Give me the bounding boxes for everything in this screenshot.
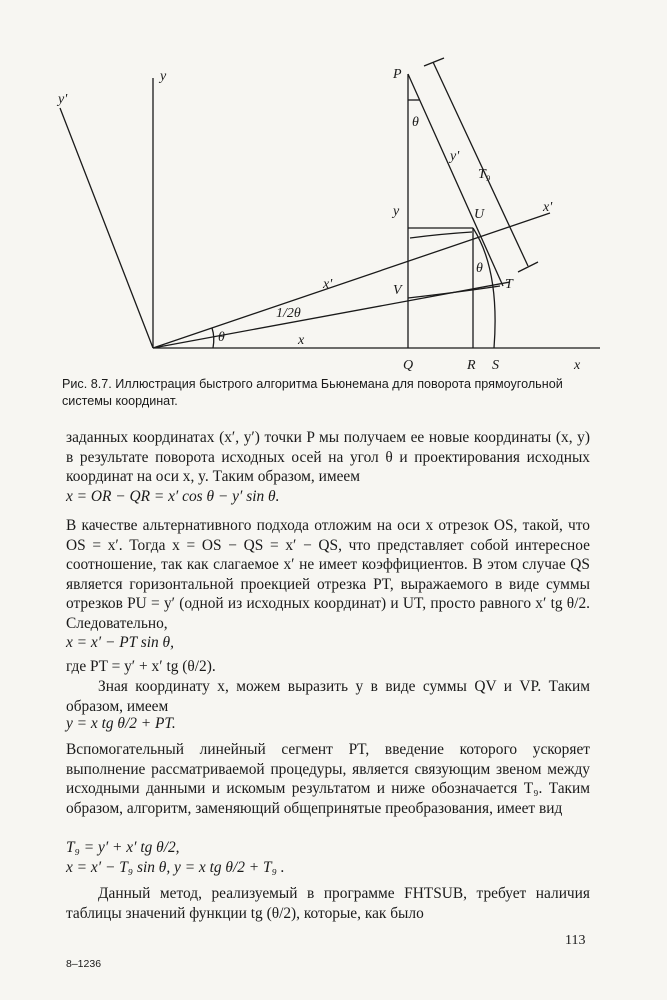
arc-near-v: [408, 286, 500, 298]
label-theta-top: θ: [412, 115, 419, 130]
formula-5: x = x′ − T₉ sin θ, y = x tg θ/2 + T₉ .: [66, 859, 285, 876]
label-y-prime-axis: y': [58, 92, 68, 107]
label-Q: Q: [403, 358, 414, 372]
label-theta-origin: θ: [218, 330, 225, 345]
paragraph-2: В качестве альтернативного подхода отложим на оси x отрезок OS, такой, что OS = x′. Тогда x = OS − QS = x′ − QS, что представляет собой интересное соотношение, так как слагаемое x′ не имеет коэффициентов. В этом случае QS является горизонтальной проекцией отрезка PT, выражаемого в виде суммы отрезков PU = y′ (одной из исходных координат) и UT, просто равного x′ tg θ/2. Следовательно,: [66, 517, 590, 632]
paragraph-6: Данный метод, реализуемый в программе FHTSUB, требует наличия таблицы значений функции tg (θ/2), которые, как было: [66, 885, 590, 922]
rotation-diagram: [0, 0, 667, 372]
label-x-seg: x: [298, 333, 305, 348]
label-y-level: y: [393, 204, 400, 219]
label-V: V: [393, 283, 402, 298]
figure-caption: Рис. 8.7. Иллюстрация быстрого алгоритма Бьюнемана для поворота прямоугольной системы координат.: [62, 377, 563, 408]
footer-code: 8–1236: [66, 958, 102, 970]
paragraph-3: где PT = y′ + x′ tg (θ/2).: [66, 658, 216, 675]
paragraph-1: заданных координатах (x′, y′) точки P мы получаем ее новые координаты (x, y) в результате поворота исходных осей на угол θ и проектирования исходных координат на оси x, y. Таким образом, имеем: [66, 429, 590, 486]
label-R: R: [467, 358, 476, 372]
formula-2: x = x′ − PT sin θ,: [66, 634, 174, 651]
label-x-axis: x: [574, 358, 581, 372]
label-y-prime-seg: y': [450, 149, 460, 164]
label-S: S: [492, 358, 499, 372]
label-theta-mid: θ: [476, 261, 483, 276]
paragraph-5: Вспомогательный линейный сегмент PT, введение которого ускоряет выполнение рассматриваемой процедуры, является связующим звеном между исходными данными и искомым результатом и ниже обозначается T₉. Таким образом, алгоритм, заменяющий общепринятые преобразования, имеет вид: [66, 741, 590, 817]
label-x-prime-seg: x': [323, 277, 333, 292]
label-half-theta: 1/2θ: [276, 306, 301, 321]
paragraph-4: Зная координату x, можем выразить y в виде суммы QV и VP. Таким образом, имеем: [66, 678, 590, 715]
label-T9: T₉: [478, 167, 491, 182]
y-prime-axis-line: [60, 108, 153, 348]
formula-3: y = x tg θ/2 + PT.: [66, 715, 176, 732]
formula-4: T₉ = y′ + x′ tg θ/2,: [66, 839, 180, 856]
label-y-axis: y: [160, 69, 167, 84]
arc-small-u: [410, 232, 472, 238]
label-T: T: [505, 277, 513, 292]
theta-arc-origin: [212, 328, 214, 348]
label-x-prime-axis: x': [543, 200, 553, 215]
page-number: 113: [565, 933, 586, 948]
formula-1: x = OR − QR = x′ cos θ − y′ sin θ.: [66, 488, 280, 505]
label-P: P: [393, 67, 402, 82]
label-U: U: [474, 207, 485, 222]
x-prime-axis-line: [153, 213, 550, 348]
t9-tick-bottom: [518, 262, 538, 272]
